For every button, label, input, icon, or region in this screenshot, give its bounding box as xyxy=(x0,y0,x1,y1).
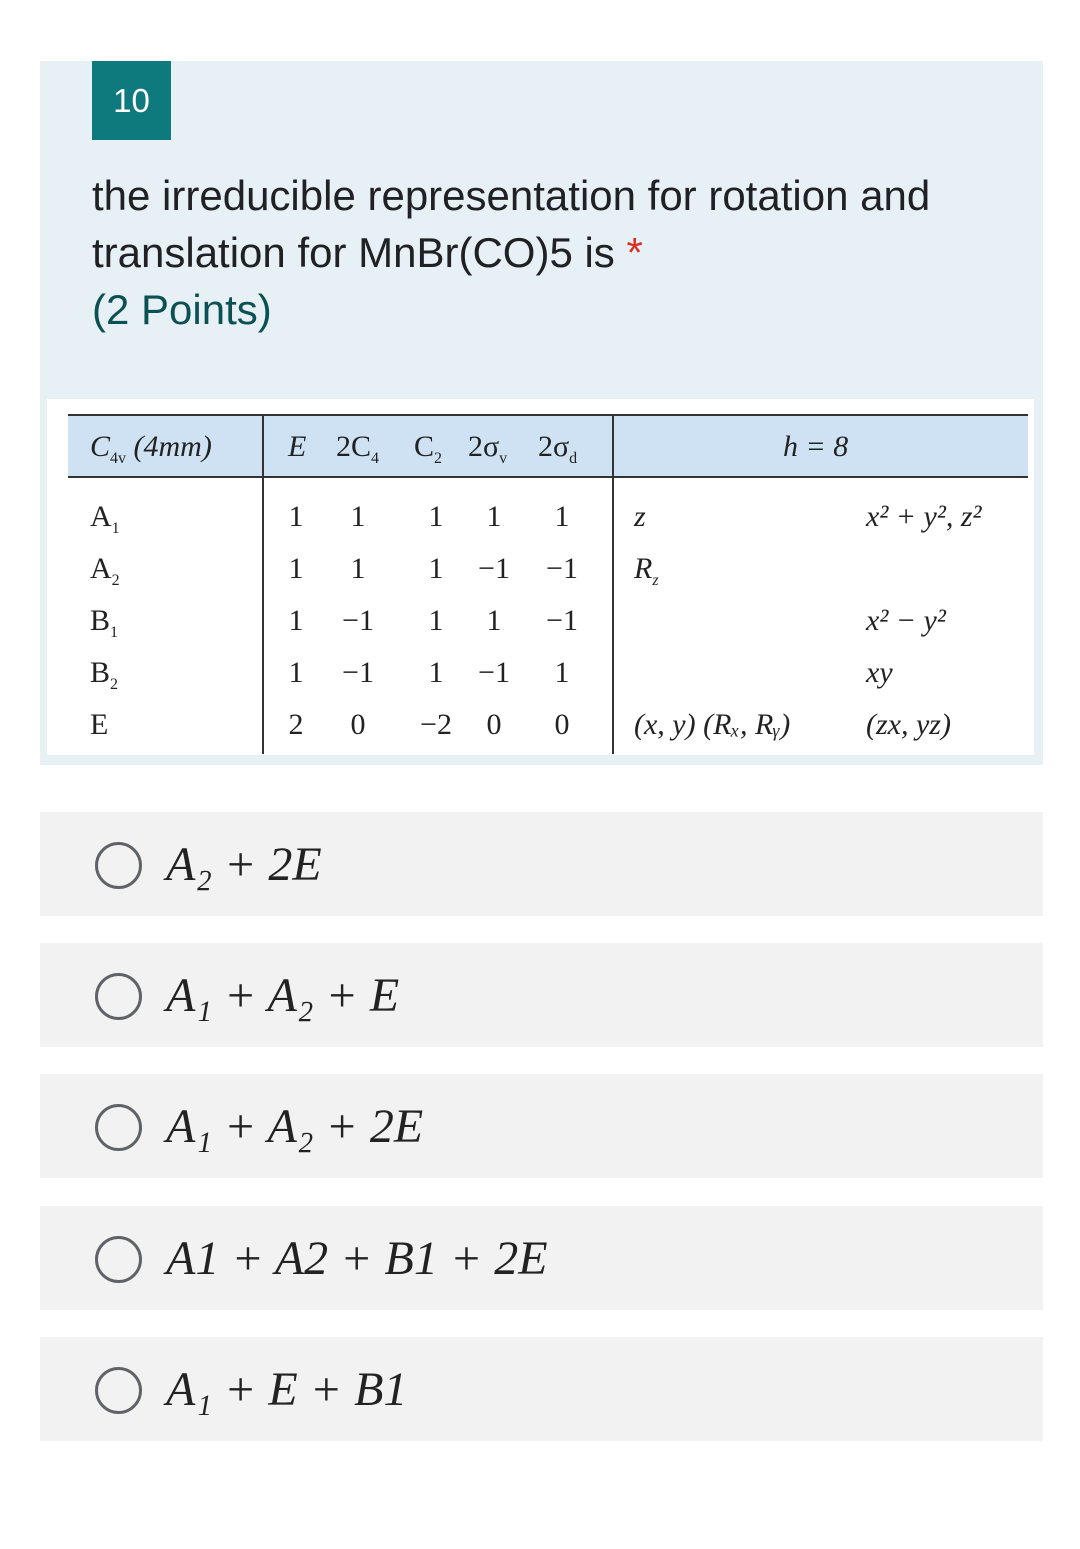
character-value: 0 xyxy=(350,708,366,741)
option-label: A₂ + 2E xyxy=(166,838,322,891)
character-value: 1 xyxy=(288,552,304,585)
op-C2: $C_2$ xyxy=(414,430,443,467)
group-order: h = 8 xyxy=(783,430,849,463)
quadratic-function: x² + y², z² xyxy=(866,500,982,533)
character-value: 1 xyxy=(428,656,444,689)
table-divider-ops xyxy=(262,414,264,754)
option-label: A₁ + A₂ + E xyxy=(166,969,400,1022)
linear-function: (x, y) (Rₓ, Rᵧ) xyxy=(634,708,791,741)
option-2[interactable] xyxy=(40,943,1043,1047)
character-value: 1 xyxy=(288,500,304,533)
quadratic-function: x² − y² xyxy=(866,604,946,637)
table-divider-functions xyxy=(612,414,614,754)
character-value: 1 xyxy=(350,552,366,585)
irrep-label: $A_2$ xyxy=(90,552,120,589)
radio-button[interactable] xyxy=(95,842,142,889)
irrep-label: $B_1$ xyxy=(90,604,119,641)
point-group-label: $C_{4v}$ (4mm) xyxy=(90,430,212,467)
character-value: −1 xyxy=(478,552,510,585)
option-label: A1 + A2 + B1 + 2E xyxy=(166,1232,548,1285)
character-value: −1 xyxy=(342,656,374,689)
character-value: 1 xyxy=(428,552,444,585)
character-value: 1 xyxy=(554,656,570,689)
character-value: 2 xyxy=(288,708,304,741)
quadratic-function: (zx, yz) xyxy=(866,708,951,741)
character-value: 1 xyxy=(350,500,366,533)
question-points: (2 Points) xyxy=(92,286,272,333)
linear-function: z xyxy=(634,500,646,533)
character-value: −1 xyxy=(342,604,374,637)
character-value: 1 xyxy=(288,604,304,637)
option-1[interactable] xyxy=(40,812,1043,916)
character-value: 1 xyxy=(428,500,444,533)
radio-button[interactable] xyxy=(95,1236,142,1283)
character-table-image xyxy=(47,399,1034,755)
irrep-label: $B_2$ xyxy=(90,656,119,693)
radio-button[interactable] xyxy=(95,1367,142,1414)
option-4[interactable] xyxy=(40,1206,1043,1310)
option-3[interactable] xyxy=(40,1074,1043,1178)
character-value: 1 xyxy=(428,604,444,637)
question-text xyxy=(92,167,992,338)
table-header-rule xyxy=(68,476,1028,478)
linear-function: $R_z$ xyxy=(634,552,659,589)
character-value: −1 xyxy=(546,552,578,585)
question-prompt: the irreducible representation for rotation and translation for MnBr(CO)5 is xyxy=(92,172,931,276)
radio-button[interactable] xyxy=(95,1104,142,1151)
question-card xyxy=(40,61,1043,765)
op-2sigma-d: $2\sigma_d$ xyxy=(538,430,578,467)
radio-button[interactable] xyxy=(95,973,142,1020)
character-value: 1 xyxy=(486,604,502,637)
required-asterisk: * xyxy=(626,229,643,276)
character-value: 0 xyxy=(554,708,570,741)
option-label: A₁ + E + B1 xyxy=(166,1363,408,1416)
character-value: 1 xyxy=(554,500,570,533)
question-number: 10 xyxy=(92,61,171,140)
op-2C4: $2C_4$ xyxy=(336,430,380,467)
character-table xyxy=(68,414,1028,754)
character-value: −1 xyxy=(478,656,510,689)
irrep-label: $A_1$ xyxy=(90,500,120,537)
character-value: −1 xyxy=(546,604,578,637)
irrep-label: E xyxy=(90,708,109,741)
character-value: 1 xyxy=(288,656,304,689)
quadratic-function: xy xyxy=(866,656,893,689)
table-top-rule xyxy=(68,414,1028,416)
character-value: 1 xyxy=(486,500,502,533)
option-label: A₁ + A₂ + 2E xyxy=(166,1100,424,1153)
option-5[interactable] xyxy=(40,1337,1043,1441)
op-E: E xyxy=(288,430,307,463)
character-value: 0 xyxy=(486,708,502,741)
character-value: −2 xyxy=(420,708,452,741)
op-2sigma-v: $2\sigma_v$ xyxy=(468,430,508,467)
